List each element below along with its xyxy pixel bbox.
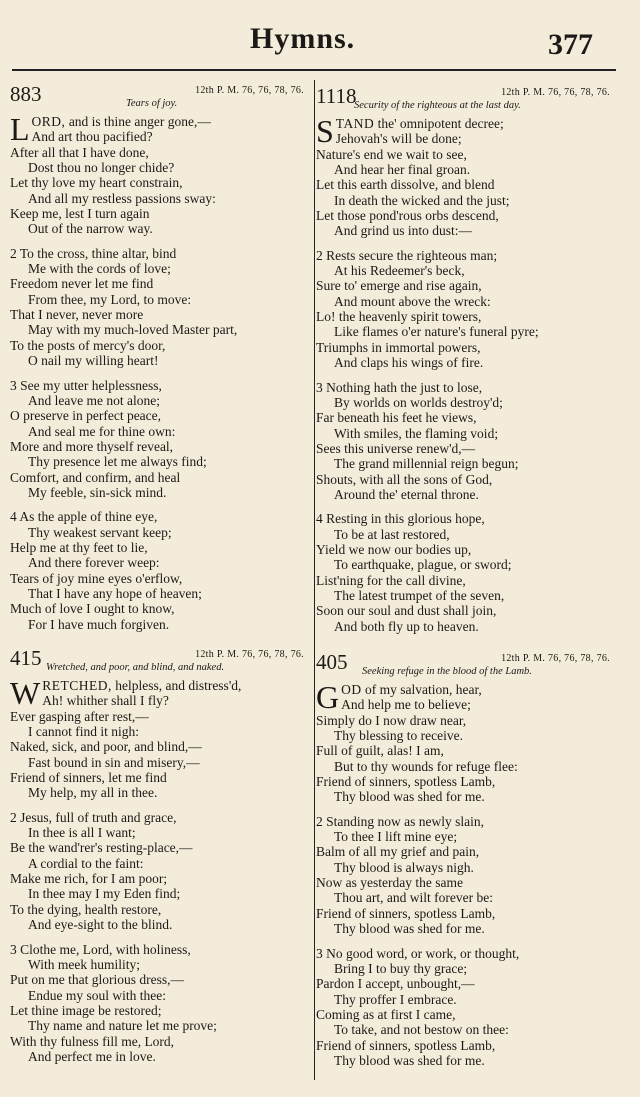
hymn-number: 415 <box>10 646 42 670</box>
verse-line: Ever gasping after rest,— <box>10 708 149 724</box>
verse-line: My help, my all in thee. <box>28 785 158 801</box>
hymn-stanzas <box>316 113 616 643</box>
verse-line: Comfort, and confirm, and heal <box>10 469 181 485</box>
hymn-meter: 12th P. M. 76, 76, 78, 76. <box>501 87 610 98</box>
verse-line: Fast bound in sin and misery,— <box>28 754 200 770</box>
verse-line: 4 As the apple of thine eye, <box>10 509 158 525</box>
verse-line: Triumphs in immortal powers, <box>316 339 481 355</box>
verse-line: Endue my soul with thee: <box>28 987 166 1003</box>
verse-line: From thee, my Lord, to move: <box>28 291 192 307</box>
stanza <box>316 946 616 1069</box>
verse-line: With meek humility; <box>28 956 140 972</box>
stanza <box>10 509 310 632</box>
verse-line: To the posts of mercy's door, <box>10 337 166 353</box>
stanza <box>10 942 310 1065</box>
verse-line: In death the wicked and the just; <box>334 192 510 208</box>
verse-line: Me with the cords of love; <box>28 261 171 277</box>
verse-line: At his Redeemer's beck, <box>334 263 465 279</box>
hymn-stanzas <box>10 111 310 641</box>
verse-line-text: helpless, and distress'd, <box>115 678 242 693</box>
verse-line: That I never, never more <box>10 307 144 323</box>
verse-line: Sure to' emerge and rise again, <box>316 278 482 294</box>
verse-line: The grand millennial reign begun; <box>334 456 519 472</box>
stanza <box>316 814 616 937</box>
stanza <box>10 111 310 237</box>
verse-line: Around the' eternal throne. <box>334 486 479 502</box>
verse-line: And claps his wings of fire. <box>334 355 484 371</box>
verse-line: Lo! the heavenly spirit towers, <box>316 309 482 325</box>
verse-line: Friend of sinners, spotless Lamb, <box>316 905 496 921</box>
verse-line: Freedom never let me find <box>10 276 154 292</box>
first-word: TAND <box>335 116 375 131</box>
drop-cap: G <box>316 679 340 715</box>
verse-line: Be the wand'rer's resting-place,— <box>10 840 193 856</box>
verse-line: 4 Resting in this glorious hope, <box>316 511 485 527</box>
verse-line: And mount above the wreck: <box>334 293 491 309</box>
verse-line: And seal me for thine own: <box>28 423 176 439</box>
drop-cap: W <box>10 675 41 711</box>
verse-line: Make me rich, for I am poor; <box>10 871 168 887</box>
page-number: 377 <box>548 28 593 61</box>
verse-line: Let this earth dissolve, and blend <box>316 177 495 193</box>
verse-line: Thou art, and wilt forever be: <box>334 890 493 906</box>
page-header <box>0 0 640 66</box>
verse-line: 3 Nothing hath the just to lose, <box>316 379 483 395</box>
verse-line: Thy blood was shed for me. <box>334 1052 485 1068</box>
verse-line-text: and is thine anger gone,— <box>68 114 211 129</box>
verse-line: A cordial to the faint: <box>28 855 144 871</box>
hymn-stanzas <box>316 679 616 1077</box>
verse-line: My feeble, sin-sick mind. <box>28 484 167 500</box>
verse-line: 2 Rests secure the righteous man; <box>316 247 498 263</box>
verse-line: Thy blood was shed for me. <box>334 789 485 805</box>
verse-line: To the dying, health restore, <box>10 901 162 917</box>
page-title: Hymns. <box>250 22 356 55</box>
verse-line: Let thy love my heart constrain, <box>10 175 183 191</box>
verse-line: Let thine image be restored; <box>10 1002 162 1018</box>
verse-line: More and more thyself reveal, <box>10 438 174 454</box>
hymn-number: 1118 <box>316 84 357 108</box>
verse-line: Jehovah's will be done; <box>335 131 462 147</box>
first-word: OD <box>341 682 362 697</box>
verse-line: Let those pond'rous orbs descend, <box>316 208 499 224</box>
verse-line: In thee is all I want; <box>28 825 136 841</box>
verse-line: By worlds on worlds destroy'd; <box>334 394 503 410</box>
verse-line: Tears of joy mine eyes o'erflow, <box>10 570 183 586</box>
hymn-subtitle: Seeking refuge in the blood of the Lamb. <box>362 666 532 677</box>
hymn-subtitle: Wretched, and poor, and blind, and naked. <box>46 662 225 673</box>
column-divider <box>314 80 315 1080</box>
verse-line: And help me to believe; <box>341 697 471 713</box>
header-rule <box>12 69 616 71</box>
first-word: ORD, <box>31 114 66 129</box>
verse-line: And perfect me in love. <box>28 1048 156 1064</box>
stanza <box>316 511 616 634</box>
stanza <box>10 246 310 369</box>
stanza <box>10 675 310 801</box>
stanza <box>316 248 616 371</box>
verse-line: Coming as at first I came, <box>316 1006 456 1022</box>
verse-line: To be at last restored, <box>334 526 450 542</box>
verse-line: Friend of sinners, spotless Lamb, <box>316 1037 496 1053</box>
stanza <box>10 810 310 933</box>
hymn-number: 405 <box>316 650 348 674</box>
verse-line: O preserve in perfect peace, <box>10 408 162 424</box>
hymn-subtitle: Tears of joy. <box>126 98 178 109</box>
verse-line: 3 No good word, or work, or thought, <box>316 945 520 961</box>
verse-line: Thy name and nature let me prove; <box>28 1018 217 1034</box>
hymn-stanzas <box>10 675 310 1073</box>
hymn-meter: 12th P. M. 76, 76, 78, 76. <box>195 649 304 660</box>
verse-line: 2 Standing now as newly slain, <box>316 813 484 829</box>
verse-line: Soon our soul and dust shall join, <box>316 603 497 619</box>
verse-line: Sees this universe renew'd,— <box>316 440 476 456</box>
verse-line: And leave me not alone; <box>28 392 160 408</box>
verse-line: Now as yesterday the same <box>316 875 463 891</box>
verse-line: Bring I to buy thy grace; <box>334 960 468 976</box>
verse-line: Full of guilt, alas! I am, <box>316 743 444 759</box>
drop-cap: L <box>10 111 30 147</box>
verse-line: Thy proffer I embrace. <box>334 991 457 1007</box>
drop-cap: S <box>316 113 334 149</box>
stanza <box>316 380 616 503</box>
verse-line: And art thou pacified? <box>31 129 153 145</box>
verse-line: To thee I lift mine eye; <box>334 829 458 845</box>
verse-line: Ah! whither shall I fly? <box>42 693 169 709</box>
verse-line: With smiles, the flaming void; <box>334 425 499 441</box>
first-word: RETCHED, <box>42 678 112 693</box>
hymn-subtitle: Security of the righteous at the last day. <box>354 100 521 111</box>
verse-line: And eye-sight to the blind. <box>28 917 173 933</box>
verse-line: Like flames o'er nature's funeral pyre; <box>334 324 539 340</box>
hymn-meter: 12th P. M. 76, 76, 78, 76. <box>195 85 304 96</box>
verse-line: 2 To the cross, thine altar, bind <box>10 245 177 261</box>
verse-line: And all my restless passions sway: <box>28 190 216 206</box>
verse-line: For I have much forgiven. <box>28 616 170 632</box>
verse-line-text: the' omnipotent decree; <box>377 116 504 131</box>
verse-line: 3 Clothe me, Lord, with holiness, <box>10 941 191 957</box>
hymn-number: 883 <box>10 82 42 106</box>
verse-line: I cannot find it nigh: <box>28 724 139 740</box>
verse-line: That I have any hope of heaven; <box>28 585 202 601</box>
verse-line: O nail my willing heart! <box>28 353 159 369</box>
verse-line: Balm of all my grief and pain, <box>316 844 480 860</box>
verse-line: Yield we now our bodies up, <box>316 541 472 557</box>
stanza <box>10 378 310 501</box>
verse-line: Help me at thy feet to lie, <box>10 539 148 555</box>
verse-line: And grind us into dust:— <box>334 223 473 239</box>
verse-line: Thy blessing to receive. <box>334 728 463 744</box>
hymn-meter: 12th P. M. 76, 76, 78, 76. <box>501 653 610 664</box>
verse-line: Dost thou no longer chide? <box>28 160 175 176</box>
verse-line: Friend of sinners, let me find <box>10 770 167 786</box>
verse-line: And hear her final groan. <box>334 162 471 178</box>
verse-line: 2 Jesus, full of truth and grace, <box>10 809 177 825</box>
verse-line: Much of love I ought to know, <box>10 601 175 617</box>
verse-line: Far beneath his feet he views, <box>316 410 477 426</box>
verse-line: Nature's end we wait to see, <box>316 146 467 162</box>
stanza <box>316 679 616 805</box>
verse-line: Shouts, with all the sons of God, <box>316 471 493 487</box>
verse-line: And there forever weep: <box>28 555 160 571</box>
verse-line: Put on me that glorious dress,— <box>10 972 184 988</box>
verse-line: Thy weakest servant keep; <box>28 524 172 540</box>
verse-line: Friend of sinners, spotless Lamb, <box>316 774 496 790</box>
verse-line: Out of the narrow way. <box>28 221 153 237</box>
verse-line: But to thy wounds for refuge flee: <box>334 758 518 774</box>
stanza <box>316 113 616 239</box>
verse-line: May with my much-loved Master part, <box>28 322 238 338</box>
verse-line: Simply do I now draw near, <box>316 712 467 728</box>
verse-line: The latest trumpet of the seven, <box>334 587 505 603</box>
verse-line: Pardon I accept, unbought,— <box>316 976 475 992</box>
verse-line: Naked, sick, and poor, and blind,— <box>10 739 202 755</box>
verse-line: Keep me, lest I turn again <box>10 206 150 222</box>
verse-line: Thy presence let me always find; <box>28 454 207 470</box>
verse-line: With thy fulness fill me, Lord, <box>10 1033 175 1049</box>
verse-line: In thee may I my Eden find; <box>28 886 181 902</box>
verse-line: And both fly up to heaven. <box>334 618 479 634</box>
verse-line: To take, and not bestow on thee: <box>334 1022 509 1038</box>
verse-line: To earthquake, plague, or sword; <box>334 557 512 573</box>
verse-line: Thy blood was shed for me. <box>334 921 485 937</box>
verse-line: 3 See my utter helplessness, <box>10 377 162 393</box>
verse-line: List'ning for the call divine, <box>316 572 466 588</box>
verse-line: After all that I have done, <box>10 144 149 160</box>
verse-line: Thy blood is always nigh. <box>334 859 474 875</box>
verse-line-text: of my salvation, hear, <box>364 682 482 697</box>
